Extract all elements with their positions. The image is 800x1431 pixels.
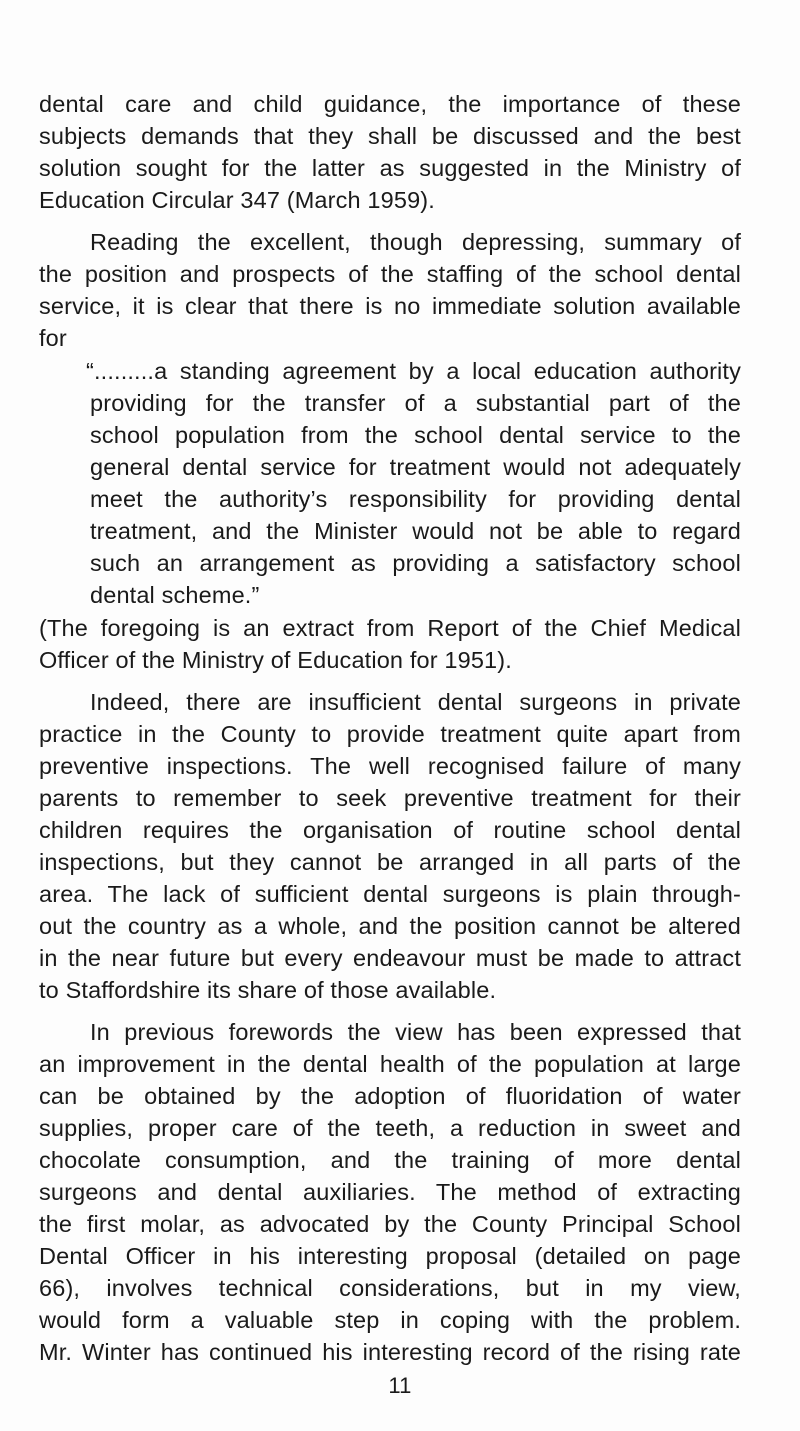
text-line: subjects demands that they shall be discussed and the best — [39, 123, 741, 149]
quote-line: providing for the transfer of a substantial part of the — [90, 390, 741, 416]
text-line: out the country as a whole, and the position cannot be altered — [39, 913, 741, 939]
quote-line: such an arrangement as providing a satisfactory school — [90, 550, 741, 576]
text-line: Indeed, there are insufficient dental surgeons in private — [90, 689, 741, 715]
quote-line: “.........a standing agreement by a local education authority — [86, 358, 741, 384]
text-line: area. The lack of sufficient dental surgeons is plain through- — [39, 881, 741, 907]
text-line: (The foregoing is an extract from Report of the Chief Medical — [39, 615, 741, 641]
text-line: Mr. Winter has continued his interesting record of the rising rate — [39, 1339, 741, 1365]
text-line: an improvement in the dental health of the population at large — [39, 1051, 741, 1077]
text-line: supplies, proper care of the teeth, a reduction in sweet and — [39, 1115, 741, 1141]
text-line: service, it is clear that there is no immediate solution available — [39, 293, 741, 319]
quote-line: school population from the school dental service to the — [90, 422, 741, 448]
text-line: to Staffordshire its share of those available. — [39, 977, 497, 1003]
quote-line: meet the authority’s responsibility for providing dental — [90, 486, 741, 512]
text-line: surgeons and dental auxiliaries. The method of extracting — [39, 1179, 741, 1205]
text-line: would form a valuable step in coping with the problem. — [39, 1307, 741, 1333]
text-line: In previous forewords the view has been expressed that — [90, 1019, 741, 1045]
text-line: Dental Officer in his interesting proposal (detailed on page — [39, 1243, 741, 1269]
text-line: chocolate consumption, and the training of more dental — [39, 1147, 741, 1173]
text-line: parents to remember to seek preventive treatment for their — [39, 785, 741, 811]
quote-line: general dental service for treatment would not adequately — [90, 454, 741, 480]
text-line: 66), involves technical considerations, but in my view, — [39, 1275, 741, 1301]
text-line: for — [39, 325, 67, 351]
text-line: practice in the County to provide treatment quite apart from — [39, 721, 741, 747]
text-line: the position and prospects of the staffing of the school dental — [39, 261, 741, 287]
page-number: 11 — [388, 1373, 412, 1398]
text-line: preventive inspections. The well recognised failure of many — [39, 753, 741, 779]
text-line: Reading the excellent, though depressing, summary of — [90, 229, 741, 255]
text-line: children requires the organisation of routine school dental — [39, 817, 741, 843]
quote-line: dental scheme.” — [90, 582, 260, 608]
text-line: Officer of the Ministry of Education for 1951). — [39, 647, 512, 673]
text-line: inspections, but they cannot be arranged in all parts of the — [39, 849, 741, 875]
quote-line: treatment, and the Minister would not be able to regard — [90, 518, 741, 544]
text-line: the first molar, as advocated by the County Principal School — [39, 1211, 741, 1237]
text-line: in the near future but every endeavour must be made to attract — [39, 945, 741, 971]
text-line: Education Circular 347 (March 1959). — [39, 187, 435, 213]
text-line: can be obtained by the adoption of fluoridation of water — [39, 1083, 741, 1109]
text-line: solution sought for the latter as suggested in the Ministry of — [39, 155, 741, 181]
text-line: dental care and child guidance, the importance of these — [39, 91, 741, 117]
